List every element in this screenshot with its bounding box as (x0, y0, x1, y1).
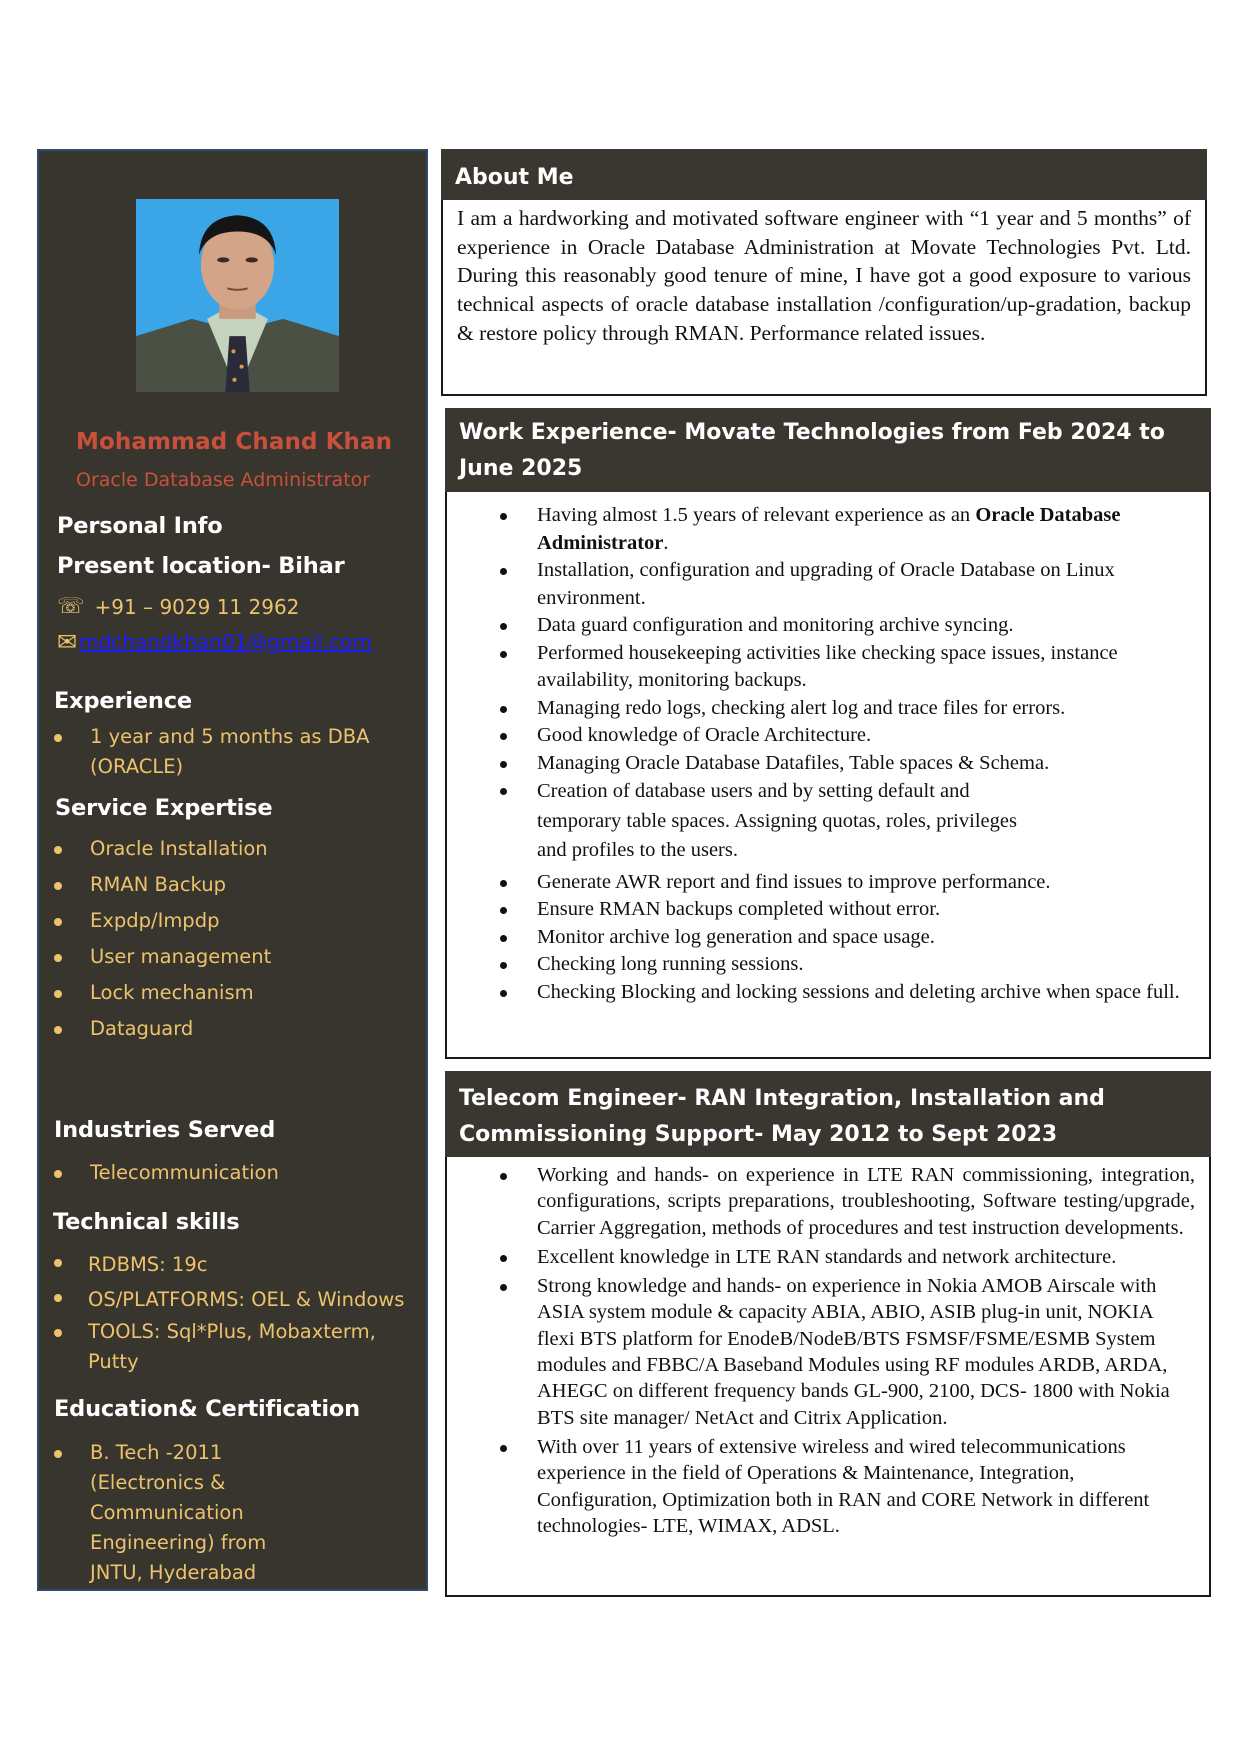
service-item: Oracle Installation (52, 831, 271, 867)
personal-info-heading: Personal Info (57, 513, 223, 539)
work-item: Managing Oracle Database Datafiles, Table spaces & Schema. (537, 750, 1195, 778)
work-item-bold-role: Oracle Database Administrator (537, 504, 1121, 554)
about-me-section (441, 149, 1207, 396)
work-item: Checking Blocking and locking sessions and deleting archive when space full. (537, 979, 1195, 1007)
telecom-item: Working and hands- on experience in LTE RAN commissioning, integration, configurations, scripts preparations, troubleshooting, Software testing/upgrade, Carrier Aggregation, methods of procedures and test instruction developments. (537, 1162, 1195, 1241)
work-item: Data guard configuration and monitoring archive syncing. (537, 612, 1195, 640)
profile-photo (136, 199, 339, 392)
service-expertise-heading: Service Expertise (55, 795, 273, 821)
work-item: Good knowledge of Oracle Architecture. (537, 722, 1195, 750)
work-item: Creation of database users and by setting default and temporary table spaces. Assigning quotas, roles, privileges and profiles to the users. (537, 777, 1037, 866)
work-item-suffix: . (663, 531, 669, 554)
experience-item: 1 year and 5 months as DBA (ORACLE) (52, 722, 392, 782)
telecom-item: Strong knowledge and hands- on experience in Nokia AMOB Airscale with ASIA system module & capacity ABIA, ABIO, ASIB plug-in unit, NOKIA flexi BTS platform for EnodeB/NodeB/BTS FSMSF/FSME/ESMB System modules and FBBC/A Baseband Modules using RF modules ARDB, ARDA, AHEGC on different frequency bands GL-900, 2100, DCS- 1800 with Nokia BTS site manager/ NetAct and Citrix Application. (537, 1273, 1195, 1431)
education-list (52, 1438, 302, 1588)
service-expertise-list (52, 831, 271, 1047)
phone-number: +91 – 9029 11 2962 (94, 594, 300, 619)
education-item: B. Tech -2011 (Electronics & Communication Engineering) from JNTU, Hyderabad (52, 1438, 302, 1588)
work-experience-list (447, 492, 1209, 1006)
service-item: RMAN Backup (52, 867, 271, 903)
technical-item: RDBMS: 19c (52, 1247, 430, 1282)
service-item: Dataguard (52, 1011, 271, 1047)
service-item: Lock mechanism (52, 975, 271, 1011)
work-item (537, 502, 1195, 557)
technical-skills-heading: Technical skills (53, 1209, 240, 1235)
work-item: Performed housekeeping activities like checking space issues, instance availability, monitoring backups. (537, 640, 1195, 695)
location: Present location- Bihar (57, 553, 345, 579)
sidebar (37, 149, 428, 1591)
industries-list (52, 1155, 279, 1191)
industries-heading: Industries Served (54, 1117, 276, 1143)
telecom-item: With over 11 years of extensive wireless and wired telecommunications experience in the field of Operations & Maintenance, Integration, Configuration, Optimization both in RAN and CORE Network in different technologies- LTE, WIMAX, ADSL. (537, 1434, 1195, 1539)
technical-skills-list (52, 1247, 430, 1377)
work-item: Checking long running sessions. (537, 951, 1195, 979)
telecom-experience-list (447, 1157, 1209, 1539)
candidate-title: Oracle Database Administrator (76, 469, 371, 491)
technical-item: TOOLS: Sql*Plus, Mobaxterm, Putty (52, 1317, 392, 1377)
telecom-experience-section (445, 1071, 1211, 1597)
education-heading: Education& Certification (54, 1396, 360, 1422)
work-item: Generate AWR report and find issues to improve performance. (537, 869, 1195, 897)
telecom-experience-heading: Telecom Engineer- RAN Integration, Installation and Commissioning Support- May 2012 to Sept 2023 (445, 1071, 1211, 1157)
work-item: Managing redo logs, checking alert log and trace files for errors. (537, 695, 1195, 723)
industry-item: Telecommunication (52, 1155, 279, 1191)
work-item: Monitor archive log generation and space usage. (537, 924, 1195, 952)
email-row (57, 628, 372, 656)
envelope-icon: ✉ (57, 628, 78, 656)
work-item: Installation, configuration and upgrading of Oracle Database on Linux environment. (537, 557, 1195, 612)
telephone-icon: ☏ (57, 594, 85, 619)
telecom-item: Excellent knowledge in LTE RAN standards and network architecture. (537, 1244, 1195, 1270)
about-me-heading: About Me (441, 149, 1207, 200)
experience-list (52, 722, 392, 782)
service-item: User management (52, 939, 271, 975)
work-item-text: Having almost 1.5 years of relevant experience as an (537, 504, 976, 526)
person-portrait-icon (136, 199, 339, 392)
work-experience-heading: Work Experience- Movate Technologies from Feb 2024 to June 2025 (445, 408, 1211, 492)
email-link[interactable]: mdchandkhan01@gmail.com (79, 630, 372, 654)
experience-heading: Experience (54, 688, 192, 714)
work-experience-section (445, 408, 1211, 1059)
about-me-text: I am a hardworking and motivated software engineer with “1 year and 5 months” of experience in Oracle Database Administration at Movate Technologies Pvt. Ltd. During this reasonably good tenure of mine, I have got a good exposure to various technical aspects of oracle database installation /configuration/up-gradation, backup & restore policy through RMAN. Performance related issues. (457, 206, 1191, 345)
service-item: Expdp/Impdp (52, 903, 271, 939)
technical-item: OS/PLATFORMS: OEL & Windows (52, 1282, 430, 1317)
phone-row (57, 594, 299, 619)
work-item: Ensure RMAN backups completed without error. (537, 896, 1195, 924)
candidate-name: Mohammad Chand Khan (76, 429, 393, 455)
